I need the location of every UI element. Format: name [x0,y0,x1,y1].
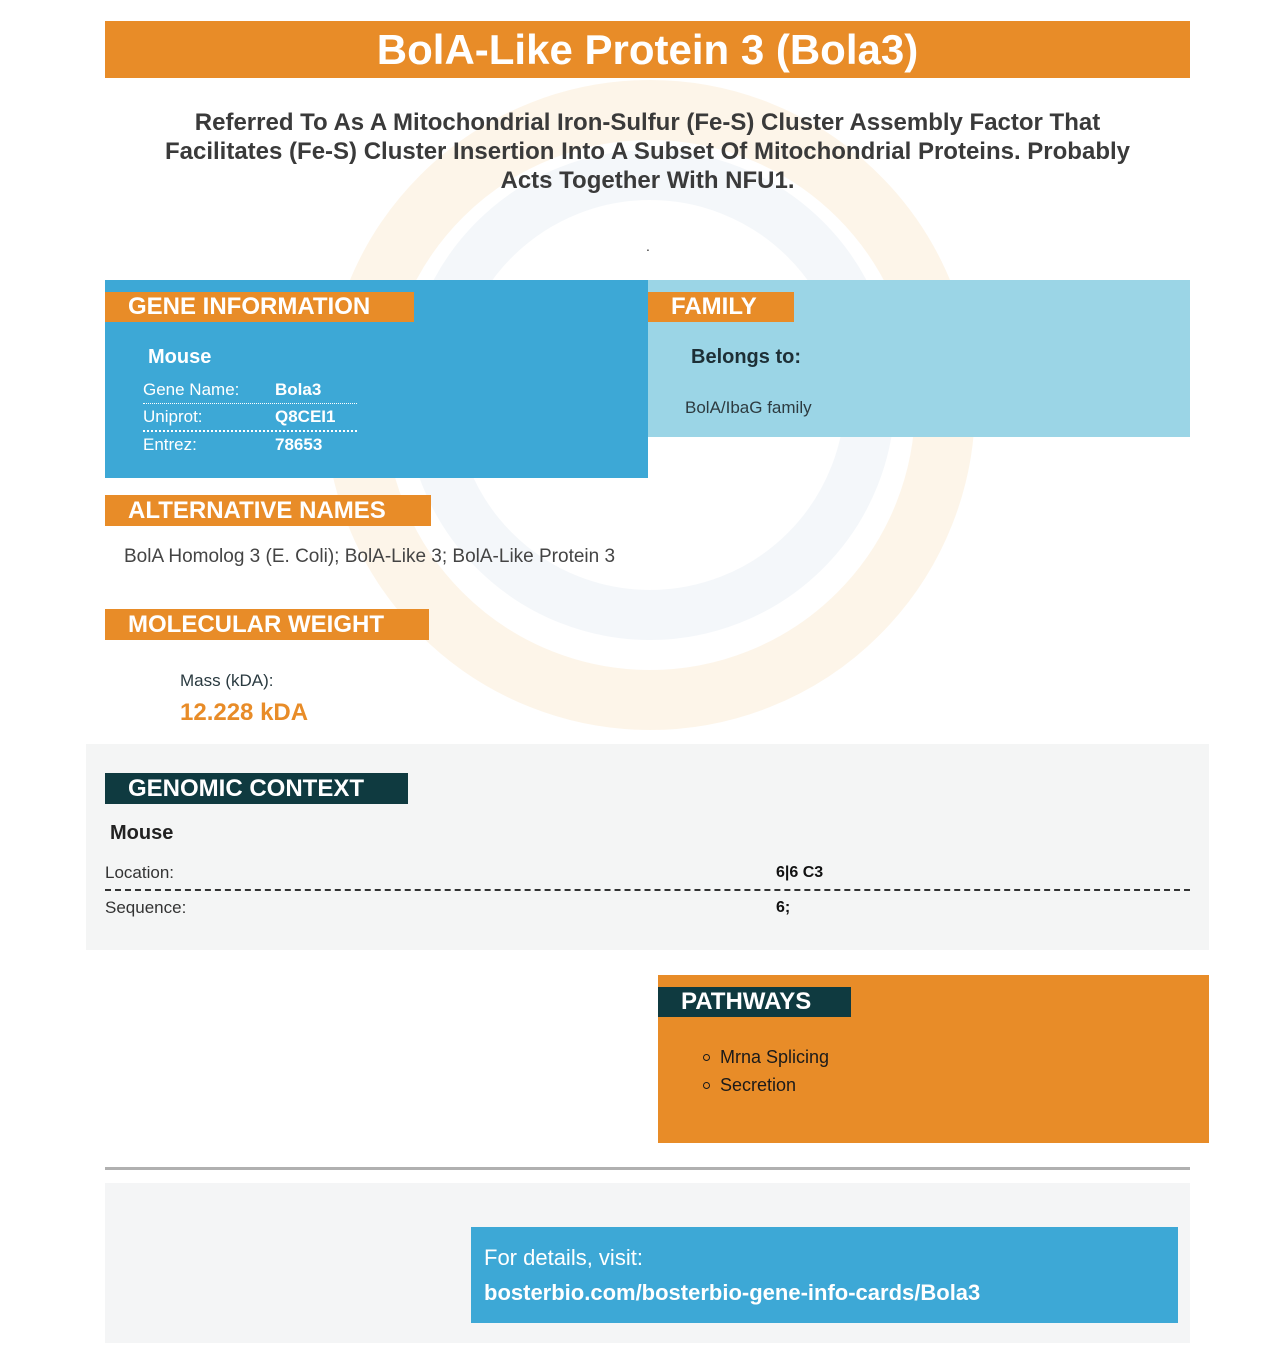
gene-info-species: Mouse [148,346,212,368]
mass-value: 12.228 kDA [180,699,309,726]
pathways-list [700,1043,829,1099]
page-title: BolA-Like Protein 3 (Bola3) [105,21,1190,78]
gene-name-value: Bola3 [275,380,322,399]
entrez-label: Entrez: [143,435,197,454]
alternative-names-header: ALTERNATIVE NAMES [105,495,431,526]
details-link[interactable]: bosterbio.com/bosterbio-gene-info-cards/Bola3 [484,1280,981,1305]
family-header: FAMILY [648,292,794,322]
divider [143,430,357,432]
details-label: For details, visit: [484,1245,643,1270]
sequence-value: 6; [776,899,791,916]
uniprot-label: Uniprot: [143,407,203,426]
belongs-to-label: Belongs to: [691,346,801,368]
details-box [471,1227,1178,1323]
gene-information-header: GENE INFORMATION [105,292,414,322]
genomic-species: Mouse [110,822,174,844]
uniprot-value: Q8CEI1 [275,407,336,426]
alternative-names-text: BolA Homolog 3 (E. Coli); BolA-Like 3; BolA-Like Protein 3 [124,546,616,567]
list-item: Mrna Splicing [700,1043,829,1071]
family-value: BolA/IbaG family [685,398,812,417]
sequence-label: Sequence: [105,898,187,917]
gene-name-label: Gene Name: [143,380,240,399]
divider [143,403,357,404]
protein-summary: Referred To As A Mitochondrial Iron-Sulfur (Fe-S) Cluster Assembly Factor That Facilitates (Fe-S) Cluster Insertion Into A Subset Of Mitochondrial Proteins. Probably Acts Together With NFU1. [164,109,1130,194]
molecular-weight-header: MOLECULAR WEIGHT [105,609,429,640]
location-label: Location: [105,863,174,882]
mass-label: Mass (kDA): [180,671,274,690]
separator-dot: . [646,238,650,254]
genomic-context-header: GENOMIC CONTEXT [105,773,408,804]
entrez-value: 78653 [275,435,323,454]
pathways-header: PATHWAYS [658,987,851,1017]
divider [105,889,1190,891]
divider [105,1167,1190,1170]
list-item: Secretion [700,1071,829,1099]
location-value: 6|6 C3 [776,864,824,881]
